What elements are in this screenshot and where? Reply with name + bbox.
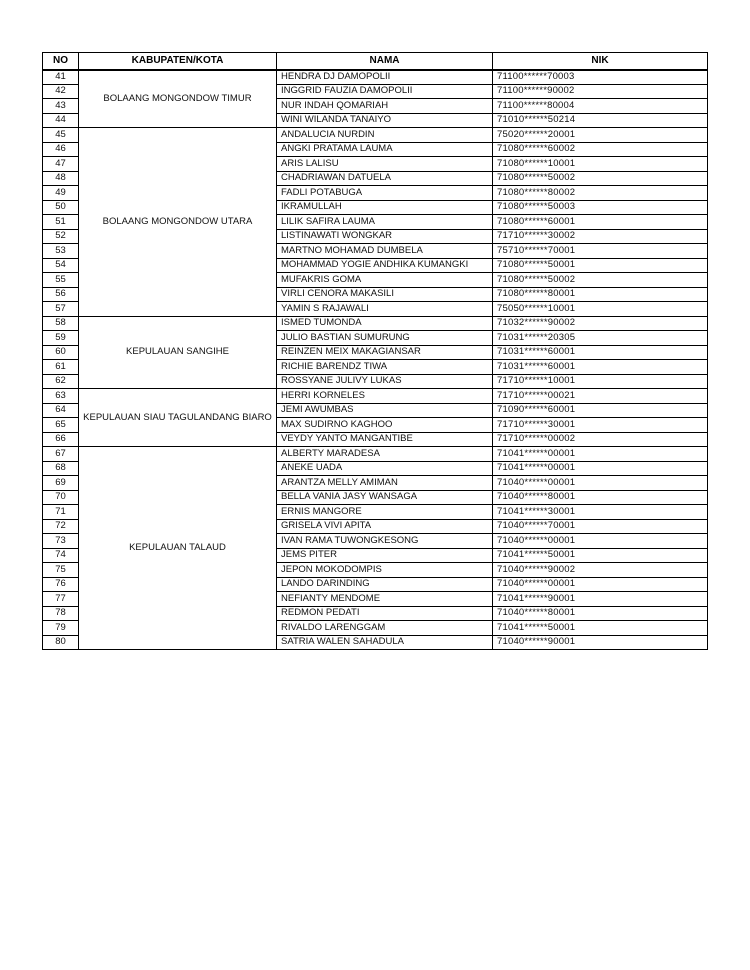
nik-cell: 71080******80002 (493, 186, 708, 201)
table-row (43, 70, 708, 85)
kabupaten-cell: BOLAANG MONGONDOW TIMUR (79, 70, 277, 128)
no-cell: 57 (43, 302, 79, 317)
no-cell: 41 (43, 70, 79, 85)
nama-cell: VIRLI CENORA MAKASILI (277, 287, 493, 302)
no-cell: 49 (43, 186, 79, 201)
col-header-no: NO (43, 53, 79, 70)
no-cell: 54 (43, 258, 79, 273)
no-cell: 68 (43, 461, 79, 476)
nik-cell: 71010******50214 (493, 113, 708, 128)
no-cell: 56 (43, 287, 79, 302)
nik-cell: 71710******30002 (493, 229, 708, 244)
nama-cell: MUFAKRIS GOMA (277, 273, 493, 288)
table-row (43, 389, 708, 404)
nama-cell: MAX SUDIRNO KAGHOO (277, 418, 493, 433)
no-cell: 62 (43, 374, 79, 389)
nama-cell: ARIS LALISU (277, 157, 493, 172)
nik-cell: 71041******30001 (493, 505, 708, 520)
no-cell: 50 (43, 200, 79, 215)
table-body (43, 70, 708, 650)
no-cell: 66 (43, 432, 79, 447)
nik-cell: 71040******90002 (493, 563, 708, 578)
nik-cell: 71080******10001 (493, 157, 708, 172)
nik-cell: 71041******50001 (493, 548, 708, 563)
nama-cell: CHADRIAWAN DATUELA (277, 171, 493, 186)
no-cell: 70 (43, 490, 79, 505)
nik-cell: 71040******80001 (493, 490, 708, 505)
nama-cell: WINI WILANDA TANAIYO (277, 113, 493, 128)
nik-cell: 71040******90001 (493, 635, 708, 650)
col-header-nik: NIK (493, 53, 708, 70)
nik-cell: 71040******80001 (493, 606, 708, 621)
no-cell: 45 (43, 128, 79, 143)
no-cell: 78 (43, 606, 79, 621)
nama-cell: JULIO BASTIAN SUMURUNG (277, 331, 493, 346)
no-cell: 51 (43, 215, 79, 230)
no-cell: 80 (43, 635, 79, 650)
no-cell: 76 (43, 577, 79, 592)
nama-cell: HENDRA DJ DAMOPOLII (277, 70, 493, 85)
kabupaten-cell: KEPULAUAN SIAU TAGULANDANG BIARO (79, 389, 277, 447)
no-cell: 77 (43, 592, 79, 607)
no-cell: 71 (43, 505, 79, 520)
nama-cell: VEYDY YANTO MANGANTIBE (277, 432, 493, 447)
nik-cell: 71080******80001 (493, 287, 708, 302)
table-row (43, 128, 708, 143)
nik-cell: 71710******00021 (493, 389, 708, 404)
no-cell: 42 (43, 84, 79, 99)
nik-cell: 71041******90001 (493, 592, 708, 607)
no-cell: 55 (43, 273, 79, 288)
nik-cell: 71090******60001 (493, 403, 708, 418)
no-cell: 48 (43, 171, 79, 186)
no-cell: 61 (43, 360, 79, 375)
nama-cell: HERRI KORNELES (277, 389, 493, 404)
nama-cell: JEMS PITER (277, 548, 493, 563)
col-header-nama: NAMA (277, 53, 493, 70)
nik-cell: 71031******60001 (493, 345, 708, 360)
nama-cell: ANDALUCIA NURDIN (277, 128, 493, 143)
nama-cell: ISMED TUMONDA (277, 316, 493, 331)
nik-cell: 71080******50002 (493, 273, 708, 288)
no-cell: 72 (43, 519, 79, 534)
nik-cell: 71080******50002 (493, 171, 708, 186)
nik-cell: 75020******20001 (493, 128, 708, 143)
no-cell: 53 (43, 244, 79, 259)
nama-cell: REDMON PEDATI (277, 606, 493, 621)
no-cell: 79 (43, 621, 79, 636)
nama-cell: MARTNO MOHAMAD DUMBELA (277, 244, 493, 259)
nik-cell: 71040******00001 (493, 577, 708, 592)
no-cell: 75 (43, 563, 79, 578)
nama-cell: ALBERTY MARADESA (277, 447, 493, 462)
nama-cell: LANDO DARINDING (277, 577, 493, 592)
nik-cell: 71031******60001 (493, 360, 708, 375)
nik-cell: 71032******90002 (493, 316, 708, 331)
no-cell: 63 (43, 389, 79, 404)
nama-cell: ANGKI PRATAMA LAUMA (277, 142, 493, 157)
nama-cell: LISTINAWATI WONGKAR (277, 229, 493, 244)
nik-cell: 71041******50001 (493, 621, 708, 636)
nama-cell: JEPON MOKODOMPIS (277, 563, 493, 578)
nama-cell: IKRAMULLAH (277, 200, 493, 215)
nama-cell: MOHAMMAD YOGIE ANDHIKA KUMANGKI (277, 258, 493, 273)
kabupaten-cell: KEPULAUAN TALAUD (79, 447, 277, 650)
nik-cell: 71100******80004 (493, 99, 708, 114)
nama-cell: LILIK SAFIRA LAUMA (277, 215, 493, 230)
no-cell: 74 (43, 548, 79, 563)
nik-cell: 71100******90002 (493, 84, 708, 99)
no-cell: 52 (43, 229, 79, 244)
kabupaten-cell: KEPULAUAN SANGIHE (79, 316, 277, 389)
no-cell: 58 (43, 316, 79, 331)
no-cell: 59 (43, 331, 79, 346)
nik-cell: 71710******30001 (493, 418, 708, 433)
kabupaten-cell: BOLAANG MONGONDOW UTARA (79, 128, 277, 317)
nama-cell: JEMI AWUMBAS (277, 403, 493, 418)
nama-cell: ERNIS MANGORE (277, 505, 493, 520)
nama-cell: YAMIN S RAJAWALI (277, 302, 493, 317)
nama-cell: ARANTZA MELLY AMIMAN (277, 476, 493, 491)
nik-cell: 71031******20305 (493, 331, 708, 346)
table-row (43, 316, 708, 331)
nama-cell: BELLA VANIA JASY WANSAGA (277, 490, 493, 505)
nama-cell: INGGRID FAUZIA DAMOPOLII (277, 84, 493, 99)
no-cell: 60 (43, 345, 79, 360)
no-cell: 46 (43, 142, 79, 157)
col-header-kabupaten-kota: KABUPATEN/KOTA (79, 53, 277, 70)
nik-cell: 71040******00001 (493, 476, 708, 491)
nik-cell: 71710******10001 (493, 374, 708, 389)
nama-cell: ANEKE UADA (277, 461, 493, 476)
nama-cell: RICHIE BARENDZ TIWA (277, 360, 493, 375)
nik-cell: 71041******00001 (493, 447, 708, 462)
nik-cell: 71080******50001 (493, 258, 708, 273)
nama-cell: GRISELA VIVI APITA (277, 519, 493, 534)
no-cell: 73 (43, 534, 79, 549)
no-cell: 64 (43, 403, 79, 418)
nama-cell: NUR INDAH QOMARIAH (277, 99, 493, 114)
no-cell: 47 (43, 157, 79, 172)
nama-cell: IVAN RAMA TUWONGKESONG (277, 534, 493, 549)
no-cell: 44 (43, 113, 79, 128)
nik-cell: 71080******60001 (493, 215, 708, 230)
nik-cell: 75710******70001 (493, 244, 708, 259)
no-cell: 65 (43, 418, 79, 433)
nama-cell: REINZEN MEIX MAKAGIANSAR (277, 345, 493, 360)
nama-cell: FADLI POTABUGA (277, 186, 493, 201)
nik-cell: 71710******00002 (493, 432, 708, 447)
nik-cell: 71080******50003 (493, 200, 708, 215)
nama-cell: NEFIANTY MENDOME (277, 592, 493, 607)
recipient-table (42, 52, 708, 650)
nik-cell: 71041******00001 (493, 461, 708, 476)
nama-cell: RIVALDO LARENGGAM (277, 621, 493, 636)
no-cell: 67 (43, 447, 79, 462)
nik-cell: 75050******10001 (493, 302, 708, 317)
nik-cell: 71040******70001 (493, 519, 708, 534)
nik-cell: 71080******60002 (493, 142, 708, 157)
nik-cell: 71100******70003 (493, 70, 708, 85)
nik-cell: 71040******00001 (493, 534, 708, 549)
no-cell: 69 (43, 476, 79, 491)
nama-cell: SATRIA WALEN SAHADULA (277, 635, 493, 650)
table-row (43, 447, 708, 462)
no-cell: 43 (43, 99, 79, 114)
nama-cell: ROSSYANE JULIVY LUKAS (277, 374, 493, 389)
table-header-row (43, 53, 708, 70)
